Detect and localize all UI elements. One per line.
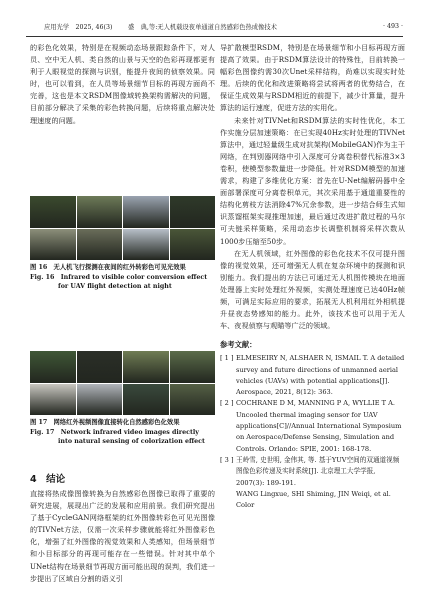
intro-paragraph: 的彩色化效果，特别是在视频动态场景跟踪条件下，对人员、空中无人机、类自然的山景与天空的色彩再现都更有利于人眼视觉的探测与识别，能提升夜间的侦察效果。同时，也可以看到，在人员等场景细节目标的再现方面尚不完善，这也是本文RSDM图像域转换架构需解决的问题，目前部分解决了采集的彩色转换问题，后续将重点解决处理速度的问题。 [30,43,215,125]
figure-16-photo [77,229,123,261]
reference-number: [ 3 ] [220,455,234,464]
journal-name: 应用光学 2025, 46(3) [44,23,113,31]
running-header [26,19,403,33]
reference-text: ELMESEIRY N, ALSHAER N, ISMAIL T. A detailed survey and future directions of unmanned aerial vehicles (UAVs) with potential applications[J]. Aerospace, 2021, 8(12): 363. [236,354,405,397]
reference-item [220,489,405,512]
figure-16-photo [77,196,123,228]
header-rule [26,36,403,37]
reference-number [220,489,236,512]
figure-17 [30,351,215,447]
body-paragraph-3: 在无人机领域，红外图像的彩色化技术不仅可提升图像的视觉效果，还可增强无人机在复杂环境中的探测和识别能力。我们提出的方法已可通过无人机图传模块在地面处理器上实时处理红外视频，实测处理速度已达40Hz帧频，可满足实际应用的要求，拓展无人机利用红外相机提升昼夜态势感知的能力。此外，该技术也可以用于无人车、夜视侦察与观瞄等广泛的领域。 [220,248,405,331]
figure-16-caption-en: Fig. 16 Infrared to visible color conversion effect for UAV flight detection at night [30,273,208,291]
figure-17-caption-cn: 图 17 网络红外视频图像直接转化自然感彩色化效果 [30,419,180,426]
reference-number: [ 1 ] [220,354,234,363]
figure-16-photo [170,196,216,228]
figure-17-photo [30,351,76,383]
figure-17-photo [77,384,123,416]
body-paragraph-1: 导扩散模型RSDM，特别是在场景细节和小目标再现方面提高了效果。由于RSDM算法设计的特殊性，目前转换一幅彩色图像约需30次Unet采样结构，尚难以实现实时处理。后续的优化和改进策略将尝试将两者的优势结合，在保证生成效果与RSDM相近的前提下，减少计算量，提升算法的运行速度，促进方法的实用化。 [220,43,405,113]
figure-16-photo [30,196,76,228]
page-number: · 493 · [382,22,403,30]
conclusion-section [30,471,215,585]
figure-17-photo [123,384,169,416]
reference-text: WANG Lingxue, SHI Shiming, JIN Weiqi, et al. Color [236,489,391,510]
figure-17-photo [77,351,123,383]
reference-item [220,398,405,454]
body-paragraph-2: 未来针对TIVNet和RSDM算法的实时性优化，本工作实施分层加速策略：在已实现40Hz实时处理的TIVNet算法中，通过轻量级生成对抗架构(MobileGAN)作为主干网络，在判别器网络中引入深度可分离卷积替代标准3×3卷积，使模型参数量进一步降低。针对RSDM模型的加速需求，构建了多维优化方案：首先在U-Net编解码器中全面部署深度可分离卷积单元，其次采用基于通道重要性的结构化剪枝方法消除47%冗余参数，进一步结合师生式知识蒸馏框架实现推理加速，最后通过改进扩散过程的马尔可夫链采样策略，采用动态步长调整机制将采样次数从1000步压缩至50步。 [220,115,405,246]
right-column [220,42,405,511]
figure-16-photo [123,229,169,261]
section-title: 4 结论 [30,474,66,485]
reference-text: 王岭雪, 史世明, 金伟其, 等. 基于YUV空间的双通道视频图像色彩传递及实时系统[J]. 北京理工大学学报, 2007(3): 189-191. [236,455,400,487]
figure-16-image-grid [30,196,215,260]
figure-17-caption-en: Fig. 17 Network infrared video images directly into natural sensing of colorization effect [30,428,205,446]
figure-16-caption-cn: 图 16 无人机飞行探测在夜间的红外转彩色可见光效果 [30,264,186,271]
figure-17-image-grid [30,351,215,415]
reference-number: [ 2 ] [220,399,234,408]
reference-item [220,353,405,398]
references-heading: 参考文献： [220,340,257,350]
figure-17-photo [123,351,169,383]
figure-16-photo [30,229,76,261]
conclusion-paragraph: 直接将热成像图像转换为自然感彩色图像已取得了重要的研究进展，展现出广泛的发展和应用前景。我们研究提出了基于CycleGAN网络框架的红外图像转彩色可见光图像的TIVNet方法，仅需一次采样步骤就能将红外图像彩色化，增强了红外图像的视觉效果和人类感知，但场景细节和小目标部分的再现可能存在一些错误。针对其中单个UNet结构在场景细节再现方面可能出现的误判，我们进一步提出了区域自分割的语义引 [30,489,215,583]
figure-17-photo [170,384,216,416]
left-column [30,42,215,127]
figure-17-photo [30,384,76,416]
figure-16-photo [123,196,169,228]
reference-item [220,455,405,489]
running-title: 盛 典,等:无人机载设夜单通道自然感彩色热成像技术 [128,23,277,31]
figure-16-photo [170,229,216,261]
figure-16 [30,196,215,292]
reference-text: COCHRANE D M, MANNING P A, WYLLIE T A. Uncooled thermal imaging sensor for UAV applications[C]//Annual International Symposium on Aerospace/Defense Sensing, Simulation and Controls. Orlando: SPIE, 2001: 168-178. [236,399,402,453]
figure-17-photo [170,351,216,383]
